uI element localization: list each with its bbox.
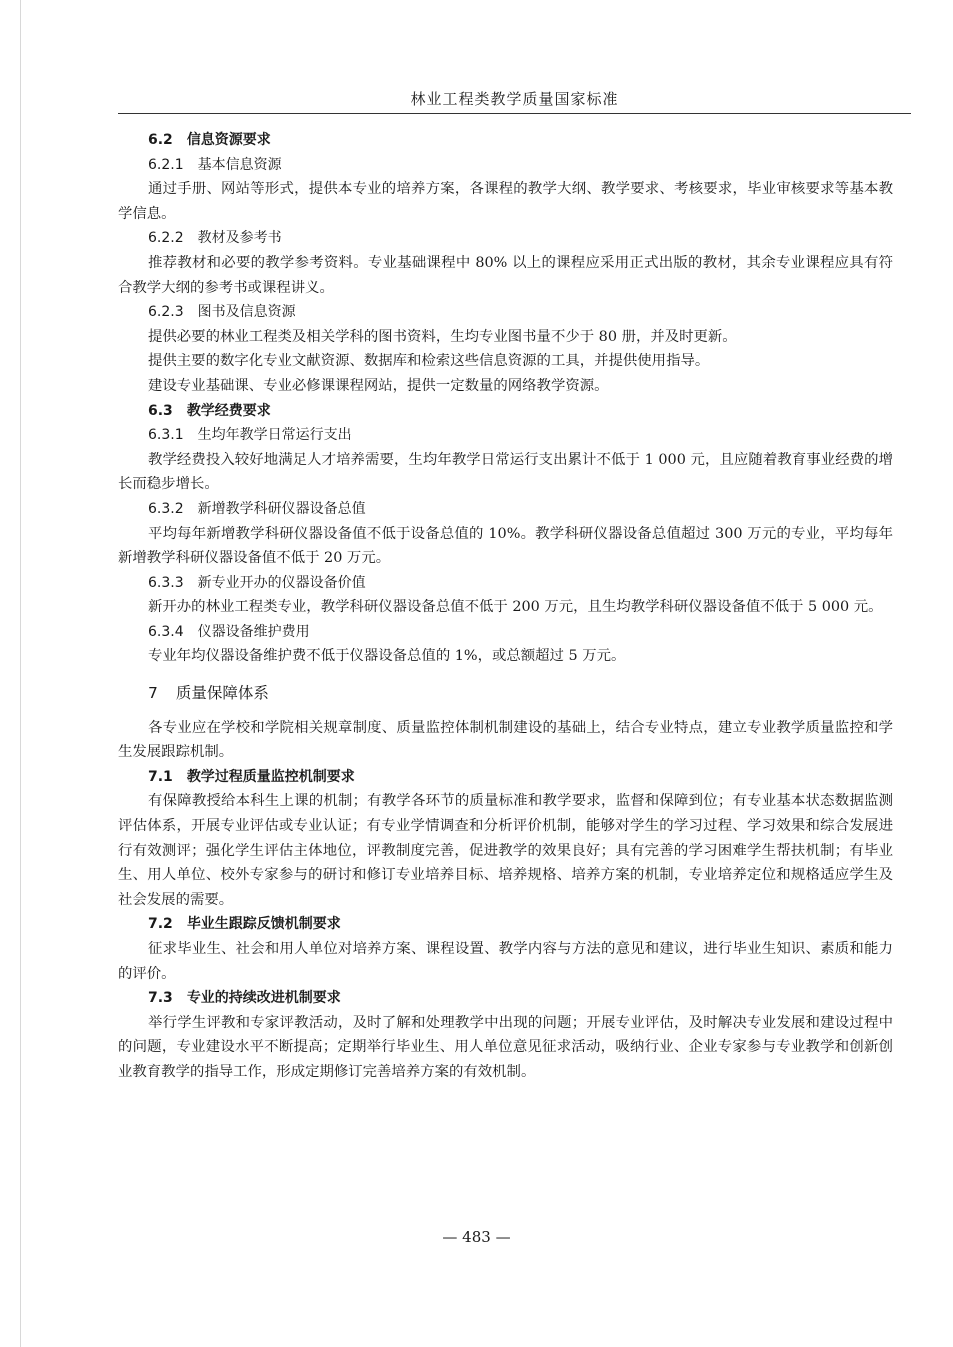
paragraph: 建设专业基础课、专业必修课课程网站，提供一定数量的网络教学资源。 [148,377,609,394]
section-title: 信息资源要求 [186,132,271,148]
paragraph: 举行学生评教和专家评教活动，及时了解和处理教学中出现的问题；开展专业评估，及时解决专业发展和建设过程中的问题，专业建设水平不断提高；定期举行毕业生、用人单位意见征求活动，吸纳行业、企业专家参与专业教学和创新创业教育教学的指导工作，形成定期修订完善培养方案的有效机制。 [118,1014,893,1080]
subsection-number: 6.2.3 [148,304,184,321]
section-heading-6-3 [118,399,893,424]
section-heading-7-1 [118,765,893,790]
section-title: 毕业生跟踪反馈机制要求 [186,916,341,933]
section-number: 7.1 [148,768,173,785]
paragraph: 通过手册、网站等形式，提供本专业的培养方案，各课程的教学大纲、教学要求、考核要求，毕业审核要求等基本教学信息。 [118,181,893,222]
section-title: 教学过程质量监控机制要求 [186,768,355,785]
section-title: 专业的持续改进机制要求 [186,990,341,1007]
subsection-number: 6.3.1 [148,427,184,444]
paragraph: 征求毕业生、社会和用人单位对培养方案、课程设置、教学内容与方法的意见和建议，进行毕业生知识、素质和能力的评价。 [118,941,893,982]
paragraph: 平均每年新增教学科研仪器设备值不低于设备总值的 10%。教学科研仪器设备总值超过 300 万元的专业，平均每年新增教学科研仪器设备值不低于 20 万元。 [118,525,893,567]
section-heading-7-2 [118,912,893,937]
section-number: 7.3 [148,990,173,1007]
subsection-number: 6.2.1 [148,156,184,173]
page-edge [20,0,21,1347]
subsection-title: 新增教学科研仪器设备总值 [197,500,366,517]
section-number: 6.3 [148,402,173,419]
subsection-heading-6-2-1 [118,153,893,178]
subsection-title: 教材及参考书 [197,230,282,247]
section-number: 7.2 [148,916,173,933]
paragraph: 教学经费投入较好地满足人才培养需要，生均年教学日常运行支出累计不低于 1 000 元，且应随着教育事业经费的增长而稳步增长。 [118,451,893,493]
paragraph: 提供主要的数字化专业文献资源、数据库和检索这些信息资源的工具，并提供使用指导。 [148,353,710,370]
subsection-heading-6-3-2 [118,497,893,522]
subsection-title: 基本信息资源 [197,156,282,173]
section-heading-6-2 [118,128,893,153]
paragraph: 提供必要的林业工程类及相关学科的图书资料，生均专业图书量不少于 80 册，并及时更新。 [148,328,737,345]
subsection-title: 新专业开办的仪器设备价值 [197,574,366,591]
subsection-number: 6.3.4 [148,623,184,640]
subsection-title: 图书及信息资源 [197,304,296,321]
subsection-heading-6-2-3 [118,300,893,325]
header-rule [118,113,911,114]
chapter-number: 7 [148,684,158,703]
paragraph: 推荐教材和必要的教学参考资料。专业基础课程中 80% 以上的课程应采用正式出版的教材，其余专业课程应具有符合教学大纲的参考书或课程讲义。 [118,254,893,296]
subsection-heading-6-3-3 [118,571,893,596]
chapter-title: 质量保障体系 [175,684,269,703]
chapter-heading-7 [118,681,893,706]
paragraph: 新开办的林业工程类专业，教学科研仪器设备总值不低于 200 万元，且生均教学科研仪器设备值不低于 5 000 元。 [148,599,883,616]
section-title: 教学经费要求 [186,402,271,419]
subsection-title: 生均年教学日常运行支出 [197,427,352,444]
paragraph: 专业年均仪器设备维护费不低于仪器设备总值的 1%，或总额超过 5 万元。 [148,648,626,665]
page-body [118,128,893,1085]
subsection-heading-6-2-2 [118,226,893,251]
page-number: — 483 — [442,1228,511,1246]
section-number: 6.2 [148,132,173,148]
subsection-heading-6-3-1 [118,423,893,448]
subsection-number: 6.3.3 [148,574,184,591]
section-heading-7-3 [118,986,893,1011]
paragraph: 有保障教授给本科生上课的机制；有教学各环节的质量标准和教学要求，监督和保障到位；有专业基本状态数据监测评估体系，开展专业评估或专业认证；有专业学情调查和分析评价机制，能够对学生的学习过程、学习效果和综合发展进行有效测评；强化学生评估主体地位，评教制度完善，促进教学的效果良好；具有完善的学习困难学生帮扶机制；有毕业生、用人单位、校外专家参与的研讨和修订专业培养目标、培养规格、培养方案的机制，专业培养定位和规格适应学生及社会发展的需要。 [118,793,893,908]
paragraph: 各专业应在学校和学院相关规章制度、质量监控体制机制建设的基础上，结合专业特点，建立专业教学质量监控和学生发展跟踪机制。 [118,719,893,761]
subsection-number: 6.2.2 [148,230,184,247]
subsection-number: 6.3.2 [148,500,184,517]
subsection-title: 仪器设备维护费用 [197,623,310,640]
subsection-heading-6-3-4 [118,620,893,645]
running-head: 林业工程类教学质量国家标准 [410,90,619,108]
